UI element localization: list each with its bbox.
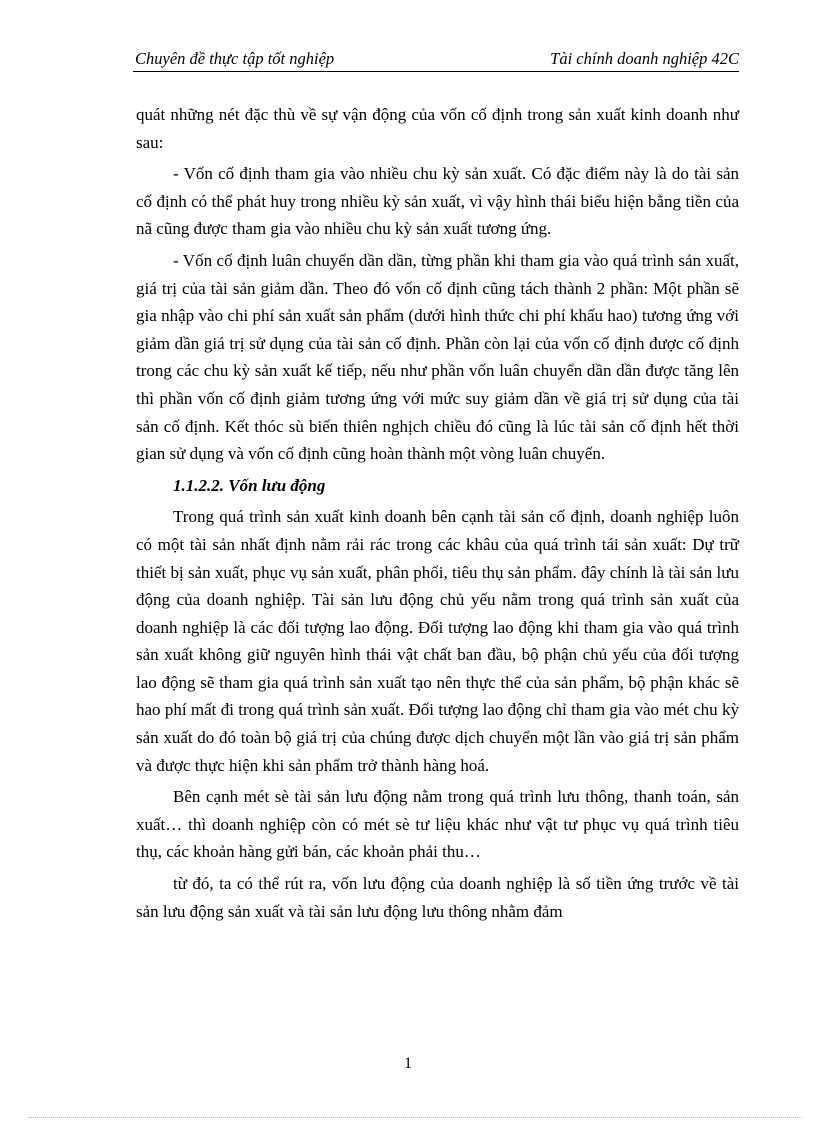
page-header — [133, 49, 739, 72]
paragraph-continued: quát những nét đặc thù về sự vận động của vốn cố định trong sản xuất kinh doanh như sau: — [136, 105, 739, 152]
page-bottom-divider — [28, 1117, 802, 1118]
paragraph-fixed-capital-cycles: - Vốn cố định tham gia vào nhiều chu kỳ sản xuất. Có đặc điểm này là do tài sản cố định có thể phát huy trong nhiều kỳ sản xuất, vì vậy hình thái biểu hiện bằng tiền của nã cũng được tham gia vào nhiều chu kỳ sản xuất tương ứng. — [136, 164, 739, 239]
page-body — [136, 101, 739, 929]
header-left-title: Chuyên đề thực tập tốt nghiệp — [135, 49, 335, 68]
header-right-title: Tài chính doanh nghiệp 42C — [550, 49, 739, 68]
page-number: 1 — [404, 1055, 412, 1072]
paragraph-other-assets: Bên cạnh mét sè tài sản lưu động nằm trong quá trình lưu thông, thanh toán, sản xuất… thì doanh nghiệp còn có mét sè tư liệu khác như vật tư phục vụ quá trình tiêu thụ, các khoản hàng gửi bán, các khoản phải thu… — [136, 787, 739, 862]
paragraph-fixed-capital-circulation: - Vốn cố định luân chuyển dần dần, từng phần khi tham gia vào quá trình sản xuất, giá trị của tài sản giảm dần. Theo đó vốn cố định cũng tách thành 2 phần: Một phần sẽ gia nhập vào chi phí sản xuất sản phẩm (dưới hình thức chi phí khấu hao) tương ứng với giảm dần giá trị sử dụng của tài sản cố định. Phần còn lại của vốn cố định được cố định trong các chu kỳ sản xuất kế tiếp, nếu như phần vốn luân chuyển dần dần được tăng lên thì phần vốn cố định giảm tương ứng với mức suy giảm dần về giá trị sử dụng của tài sản cố định. Kết thóc sù biến thiên nghịch chiều đó cũng là lúc tài sản cố định hết thời gian sử dụng và vốn cố định cũng hoàn thành một vòng luân chuyển. — [136, 250, 739, 464]
paragraph-definition: từ đó, ta có thể rút ra, vốn lưu động của doanh nghiệp là số tiền ứng trước về tài sản lưu động sản xuất và tài sản lưu động lưu thông nhằm đảm — [136, 874, 739, 921]
section-heading: 1.1.2.2. Vốn lưu động — [173, 475, 326, 495]
paragraph-working-capital: Trong quá trình sản xuất kinh doanh bên cạnh tài sản cố định, doanh nghiệp luôn có một tài sản nhất định nằm rải rác trong các khâu của quá trình tái sản xuất: Dự trữ thiết bị sản xuất, phục vụ sản xuất, phân phối, tiêu thụ sản phẩm. đây chính là tài sản lưu động của doanh nghiệp. Tài sản lưu động chủ yếu nằm trong quá trình sản xuất của doanh nghiệp là các đối tượng lao động. Đối tượng lao động khi tham gia vào quá trình sản xuất không giữ nguyên hình thái vật chất ban đầu, bộ phận chủ yếu của đối tượng lao động sẽ tham gia quá trình sản xuất tạo nên thực thể của sản phẩm, bộ phận khác sẽ hao phí mất đi trong quá trình sản xuất. Đối tượng lao động chỉ tham gia vào mét chu kỳ sản xuất do đó toàn bộ giá trị của chúng được dịch chuyển một lần vào giá trị sản phẩm và được thực hiện khi sản phẩm trở thành hàng hoá. — [136, 507, 739, 775]
